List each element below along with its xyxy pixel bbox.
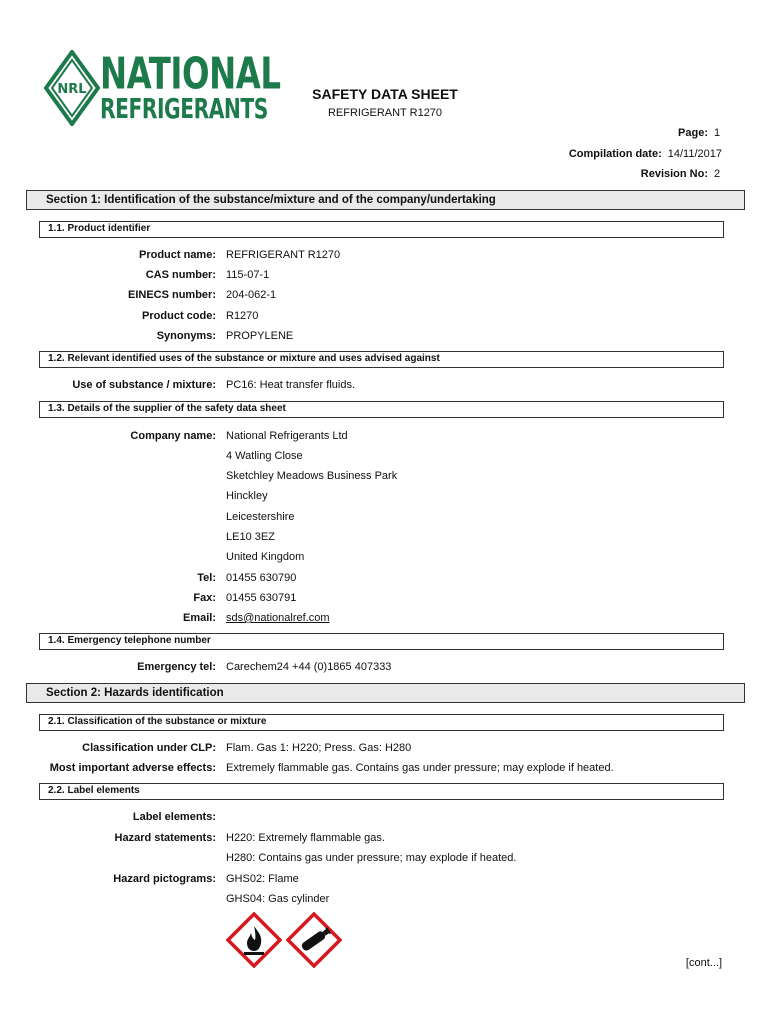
field-hazard-pictograms: Hazard pictograms: GHS02: Flame (113, 873, 299, 885)
field-product-name: Product name: REFRIGERANT R1270 (138, 249, 341, 261)
address-line: 4 Watling Close (226, 450, 303, 462)
address-line: Sketchley Meadows Business Park (226, 470, 398, 482)
badge-text: NRL (57, 82, 87, 97)
address-line: United Kingdom (226, 551, 305, 563)
field-company-name: Company name: National Refrigerants Ltd (130, 430, 348, 442)
section-1-header: Section 1: Identification of the substance/mixture and of the company/undertaking (26, 190, 745, 210)
section-2-2-header: 2.2. Label elements (39, 783, 724, 800)
document-subtitle: REFRIGERANT R1270 (327, 107, 443, 119)
field-use-of-substance: Use of substance / mixture: PC16: Heat transfer fluids. (72, 379, 356, 391)
document-title: SAFETY DATA SHEET (312, 86, 458, 102)
section-1-4-header: 1.4. Emergency telephone number (39, 633, 724, 650)
field-label-elements: Label elements: (132, 811, 216, 823)
hazard-pictograms (226, 912, 346, 968)
field-adverse-effects: Most important adverse effects: Extremely flammable gas. Contains gas under pressure; may explode if heated. (49, 762, 614, 774)
section-1-1-header: 1.1. Product identifier (39, 221, 724, 238)
field-emergency-tel: Emergency tel: Carechem24 +44 (0)1865 407333 (137, 661, 392, 673)
continued-marker: [cont...] (685, 957, 722, 969)
field-classification-clp: Classification under CLP: Flam. Gas 1: H220; Press. Gas: H280 (82, 742, 412, 754)
field-product-code: Product code: R1270 (142, 310, 259, 322)
field-einecs-number: EINECS number: 204-062-1 (127, 289, 277, 301)
nrl-badge-icon (44, 50, 100, 126)
email-link[interactable]: sds@nationalref.com (226, 612, 330, 624)
company-logo (44, 50, 281, 126)
flame-icon (226, 912, 282, 968)
section-1-3-header: 1.3. Details of the supplier of the safety data sheet (39, 401, 724, 418)
field-hazard-statements: Hazard statements: H220: Extremely flammable gas. (114, 832, 385, 844)
logo-line-2: REFRIGERANTS (100, 94, 268, 126)
pictogram-line: GHS04: Gas cylinder (226, 893, 330, 905)
field-cas-number: CAS number: 115-07-1 (145, 269, 270, 281)
gas-cylinder-icon (286, 912, 342, 968)
address-line: Hinckley (226, 490, 268, 502)
logo-line-1: NATIONAL (100, 50, 281, 100)
meta-page: Page: 1 (678, 127, 721, 139)
address-line: Leicestershire (226, 511, 295, 523)
section-2-1-header: 2.1. Classification of the substance or mixture (39, 714, 724, 731)
meta-revision: Revision No: 2 (640, 168, 721, 180)
field-synonyms: Synonyms: PROPYLENE (156, 330, 294, 342)
field-email: Email: sds@nationalref.com (182, 612, 330, 624)
field-tel: Tel: 01455 630790 (197, 572, 297, 584)
field-fax: Fax: 01455 630791 (193, 592, 297, 604)
section-1-2-header: 1.2. Relevant identified uses of the substance or mixture and uses advised against (39, 351, 724, 368)
section-2-header: Section 2: Hazards identification (26, 683, 745, 703)
address-line: LE10 3EZ (226, 531, 275, 543)
meta-compilation-date: Compilation date: 14/11/2017 (568, 148, 722, 160)
hazard-statement-line: H280: Contains gas under pressure; may explode if heated. (226, 852, 517, 864)
